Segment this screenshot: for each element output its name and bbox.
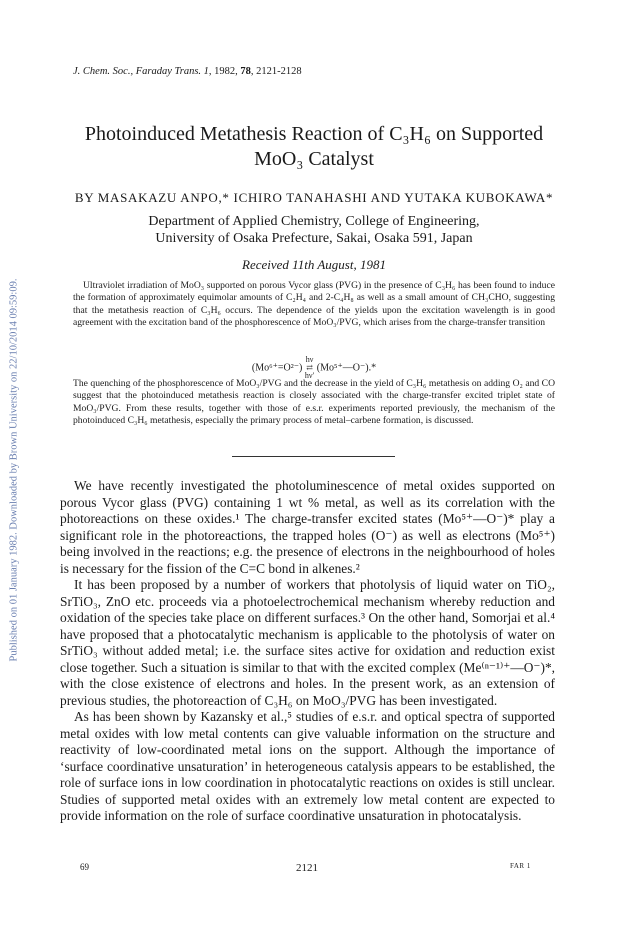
- equilibrium-arrow: hν ⇄ hν′: [304, 355, 315, 380]
- body-paragraph-2: It has been proposed by a number of workers that photolysis of liquid water on TiO₂, SrTiO₃, ZnO etc. proceeds via a photoelectrochemical mechanism whereby reduction and oxidation of the species take place on different surfaces.³ On the other hand, Somorjai et al.⁴ have proposed that a photocatalytic mechanism is applicable to the photolysis of water on SrTiO₃ without added metal; i.e. the surface sites active for oxidation and reduction exist close together. Such a situation is similar to that with the excited complex (Me⁽ⁿ⁻¹⁾⁺—O⁻)*, with the close existence of electrons and holes. In the present work, as an extension of previous studies, the photoreaction of C₃H₆ on MoO₃/PVG has been investigated.: [60, 577, 555, 708]
- article-title: [60, 122, 568, 172]
- footer-left: 69: [80, 862, 89, 872]
- download-watermark: [7, 150, 21, 790]
- equation-left: (Mo⁶⁺=O²⁻): [251, 362, 303, 374]
- title-line-2: MoO₃ Catalyst: [254, 148, 374, 170]
- abstract-part-1: [73, 280, 555, 330]
- arrow-label-bottom: hν′: [304, 371, 315, 380]
- affiliation-line-2: University of Osaka Prefecture, Sakai, Osaka 591, Japan: [155, 231, 473, 246]
- abstract-part-2: [73, 378, 555, 428]
- citation-pages: , 2121-2128: [250, 66, 302, 77]
- body-paragraph-1: We have recently investigated the photoluminescence of metal oxides supported on porous Vycor glass (PVG) containing 1 wt % metal, as well as its correlation with the photoreactions on these oxides.¹ The charge-transfer excited states (Mo⁵⁺—O⁻)* play a significant role in the photoreactions, the trapped holes (O⁻) as well as electrons (Mo⁵⁺) being involved in the reactions; e.g. the presence of electrons in the neighbourhood of holes is necessary for the fission of the C=C bond in alkenes.²: [60, 478, 555, 576]
- citation-volume: 78: [240, 66, 251, 77]
- page-number: 2121: [296, 862, 318, 874]
- citation-year: , 1982,: [208, 66, 241, 77]
- section-divider: [232, 456, 395, 457]
- abstract-paragraph-2: The quenching of the phosphorescence of MoO₃/PVG and the decrease in the yield of C₃H₆ metathesis on adding O₂ and CO suggest that the photoinduced metathesis reaction is closely associated with the charge-transfer excited triplet state of MoO₃/PVG. From these results, together with those of e.s.r. experiments reported previously, the mechanism of the photoinduced C₃H₆ metathesis, especially the primary process of metal–carbene formation, is discussed.: [73, 378, 555, 427]
- download-watermark-text: Published on 01 January 1982. Downloaded by Brown University on 22/10/2014 09:59:09.: [8, 278, 20, 662]
- affiliation-line-1: Department of Applied Chemistry, College of Engineering,: [148, 214, 480, 229]
- equation-right: (Mo⁵⁺—O⁻).*: [316, 362, 377, 374]
- author-list: BY MASAKAZU ANPO,* ICHIRO TANAHASHI AND YUTAKA KUBOKAWA*: [74, 190, 554, 205]
- title-line-1: Photoinduced Metathesis Reaction of C₃H₆ on Supported: [84, 123, 544, 145]
- body-paragraph-3: As has been shown by Kazansky et al.,⁵ studies of e.s.r. and optical spectra of supported metal oxides with low metal contents can give valuable information on the structure and reactivity of low-coordinated metal ions on the support. Although the importance of ‘surface coordinative unsaturation’ in heterogeneous catalysis appears to be established, the role of surface ions in low coordination in photocatalytic reactions on oxides is still unclear. Studies of supported metal oxides with an extremely low metal content are expected to provide information on the role of surface coordinative unsaturation in photocatalysis.: [60, 709, 555, 823]
- charge-transfer-equation: [60, 356, 568, 380]
- abstract-paragraph-1: Ultraviolet irradiation of MoO₃ supported on porous Vycor glass (PVG) in the presence of C₃H₆ has been found to induce the formation of approximately equimolar amounts of C₂H₄ and 2-C₄H₈ as well as a small amount of CH₃CHO, suggesting that the metathesis reaction of C₃H₆ occurs. The dependence of the yields upon the excitation wavelength is in good agreement with the excitation band of the phosphorescence of MoO₃/PVG, which arises from the charge-transfer transition: [73, 280, 555, 329]
- footer-right: FAR 1: [510, 862, 531, 870]
- journal-name: J. Chem. Soc., Faraday Trans. 1: [73, 66, 209, 77]
- journal-citation: [73, 66, 302, 77]
- article-body: [60, 478, 555, 825]
- received-date: Received 11th August, 1981: [242, 257, 386, 272]
- arrow-label-top: hν: [305, 355, 314, 364]
- affiliation: [60, 213, 568, 247]
